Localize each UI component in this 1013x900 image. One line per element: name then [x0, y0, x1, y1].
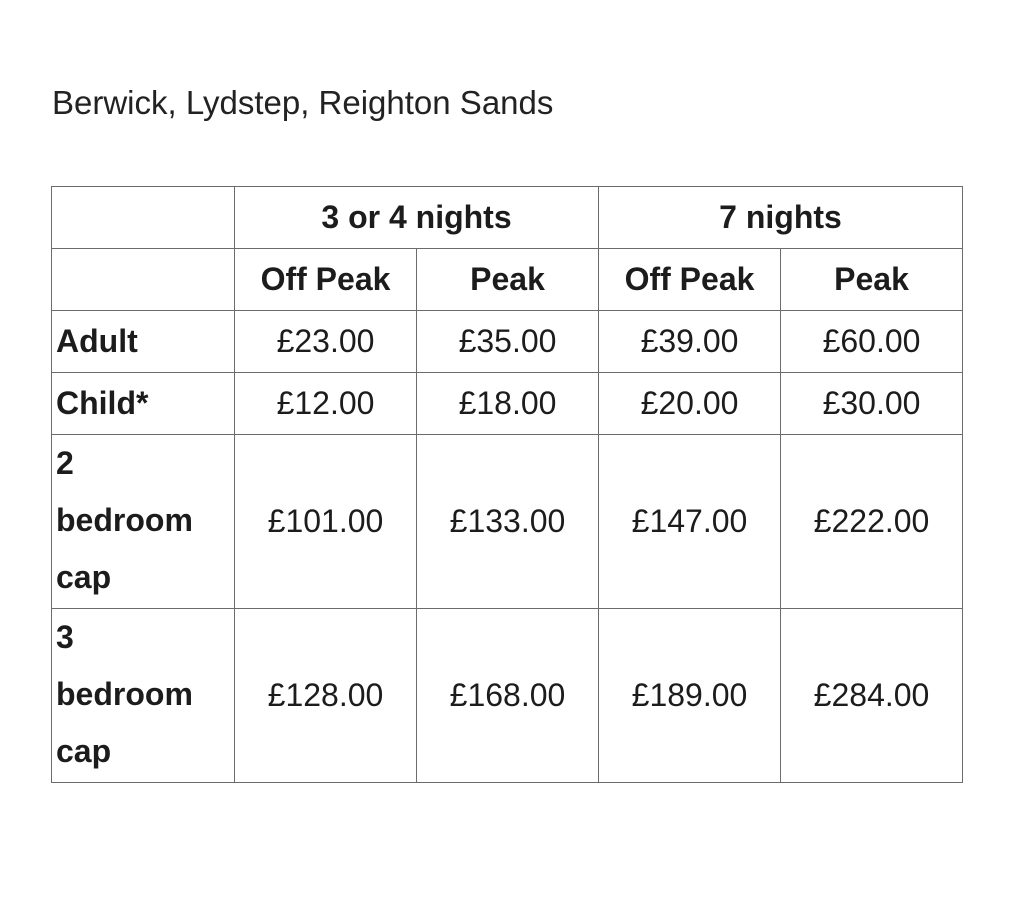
sub-header-row — [52, 249, 963, 311]
corner-cell — [52, 249, 235, 311]
row-label-line: 3 — [56, 619, 74, 655]
price-cell: £168.00 — [417, 609, 599, 783]
page-heading: Berwick, Lydstep, Reighton Sands — [52, 84, 554, 121]
price-cell: £30.00 — [781, 373, 963, 435]
sub-header: Off Peak — [235, 249, 417, 311]
row-label — [52, 435, 235, 609]
row-label-line: cap — [56, 559, 112, 595]
row-label: Child* — [52, 373, 235, 435]
row-label: Adult — [52, 311, 235, 373]
row-label-line: 2 — [56, 445, 74, 481]
price-cell: £23.00 — [235, 311, 417, 373]
sub-header: Peak — [417, 249, 599, 311]
sub-header: Peak — [781, 249, 963, 311]
price-cell: £284.00 — [781, 609, 963, 783]
group-header-week-stay: 7 nights — [599, 187, 963, 249]
price-cell: £60.00 — [781, 311, 963, 373]
price-table — [51, 186, 963, 783]
price-cell: £222.00 — [781, 435, 963, 609]
table-row — [52, 373, 963, 435]
group-header-short-stay: 3 or 4 nights — [235, 187, 599, 249]
row-label-line: bedroom — [56, 502, 193, 538]
corner-cell — [52, 187, 235, 249]
table-row — [52, 609, 963, 783]
price-cell: £18.00 — [417, 373, 599, 435]
price-cell: £128.00 — [235, 609, 417, 783]
price-cell: £101.00 — [235, 435, 417, 609]
table-row — [52, 311, 963, 373]
sub-header: Off Peak — [599, 249, 781, 311]
row-label-line: cap — [56, 733, 112, 769]
price-cell: £12.00 — [235, 373, 417, 435]
group-header-row — [52, 187, 963, 249]
row-label — [52, 609, 235, 783]
table-row — [52, 435, 963, 609]
price-cell: £35.00 — [417, 311, 599, 373]
price-cell: £20.00 — [599, 373, 781, 435]
price-cell: £189.00 — [599, 609, 781, 783]
price-cell: £133.00 — [417, 435, 599, 609]
row-label-line: bedroom — [56, 676, 193, 712]
price-cell: £147.00 — [599, 435, 781, 609]
price-cell: £39.00 — [599, 311, 781, 373]
